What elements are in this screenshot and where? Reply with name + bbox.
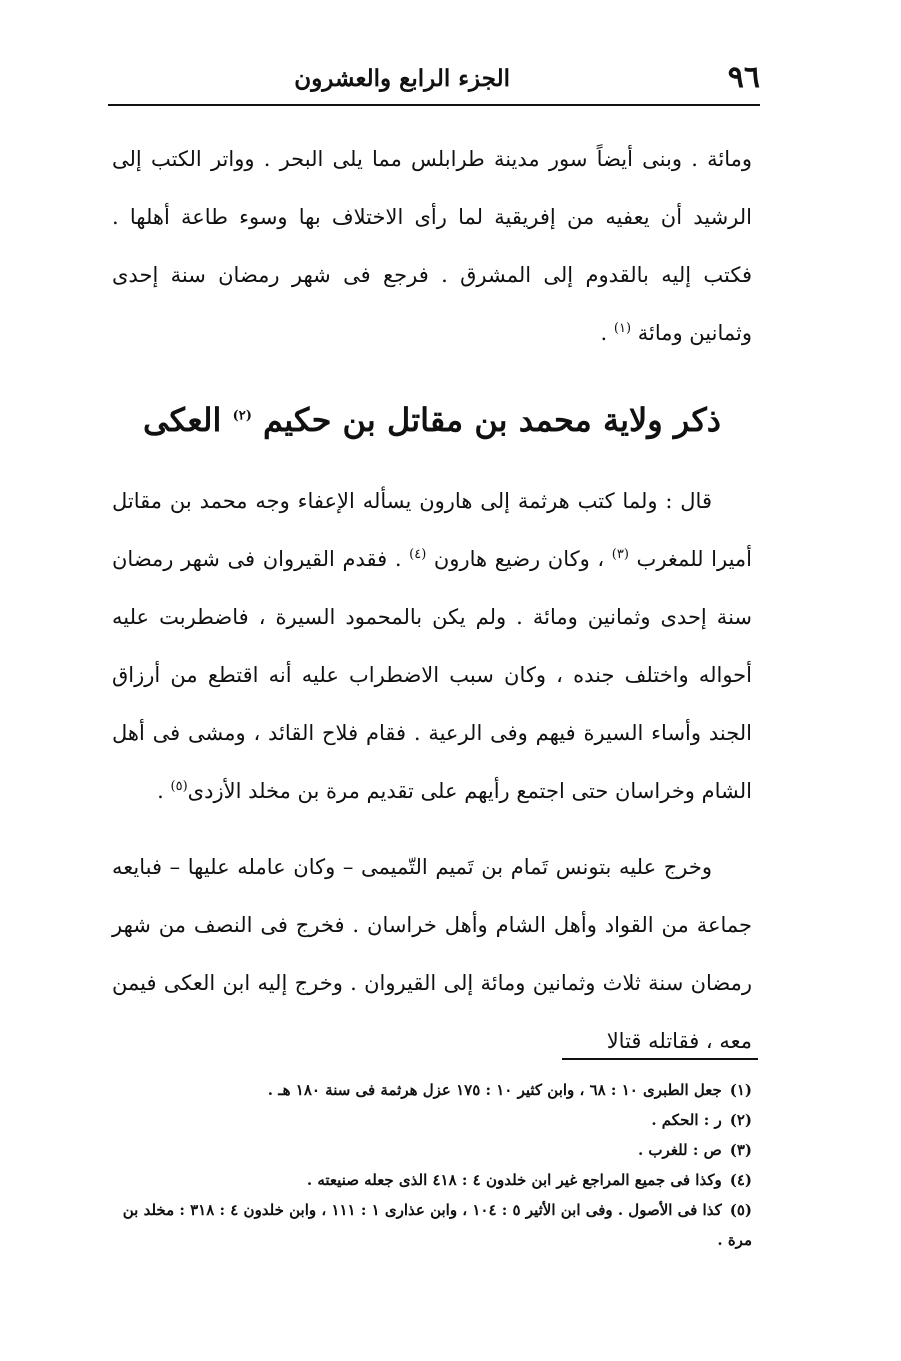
section-heading [112, 392, 752, 448]
section-heading-text: ذكر ولاية محمد بن مقاتل بن حكيم [263, 401, 721, 439]
paragraph-2 [112, 472, 752, 820]
footnote-ref-4[interactable]: (٤) [409, 547, 427, 562]
page-number: ٩٦ [727, 60, 760, 95]
footnote-mark: (٣) [729, 1141, 752, 1159]
footnote-ref-5[interactable]: (٥) [170, 779, 188, 794]
footnote-text: وكذا فى جميع المراجع غير ابن خلدون ٤ : ٤١٨ الذى جعله صنيعته . [306, 1171, 722, 1189]
footnote-item [120, 1195, 752, 1255]
footnote-text: ص : للغرب . [637, 1141, 722, 1159]
footnote-item [120, 1075, 752, 1105]
section-heading-text-end: العكى [143, 401, 233, 439]
paragraph-2-text-2: ، وكان رضيع هارون [426, 547, 612, 571]
footnote-item [120, 1105, 752, 1135]
paragraph-3 [112, 838, 752, 1070]
paragraph-1-text: ومائة . وبنى أيضاً سور مدينة طرابلس مما يلى البحر . وواتر الكتب إلى الرشيد أن يعفيه من إفريقية لما رأى الاختلاف بها وسوء طاعة أهلها . فكتب إليه بالقدوم إلى المشرق . فرجع فى شهر رمضان سنة إحدى وثمانين ومائة [112, 147, 752, 345]
header-divider [108, 104, 760, 106]
footnote-text: ر : الحكم . [651, 1111, 722, 1129]
footnote-mark: (٢) [729, 1111, 752, 1129]
paragraph-1-end: . [600, 321, 614, 345]
paragraph-2-text-3: . فقدم القيروان فى شهر رمضان سنة إحدى وثمانين ومائة . ولم يكن بالمحمود السيرة ، فاضطربت عليه أحواله واختلف جنده ، وكان سبب الاضطراب عليه أنه اقتطع من أرزاق الجند وأساء السيرة فيهم وفى الرعية . فقام فلاح القائد ، ومشى فى أهل الشام وخراسان حتى اجتمع رأيهم على تقديم مرة بن مخلد الأزدى [112, 547, 752, 803]
footnote-ref-2[interactable]: (٢) [232, 408, 252, 424]
paragraph-1 [112, 130, 752, 362]
footnote-ref-1[interactable]: (١) [613, 321, 632, 336]
footnotes-list [120, 1075, 752, 1255]
page-header [108, 58, 760, 106]
footnote-text: كذا فى الأصول . وفى ابن الأثير ٥ : ١٠٤ ، وابن عذارى ١ : ١١١ ، وابن خلدون ٤ : ٣١٨ : مخلد بن مرة . [122, 1201, 752, 1249]
footnote-mark: (١) [729, 1081, 752, 1099]
paragraph-3-text: وخرج عليه بتونس تَمام بن تَميم التّميمى – وكان عامله عليها – فبايعه جماعة من القواد وأهل الشام وأهل خراسان . فخرج فى النصف من شهر رمضان سنة ثلاث وثمانين ومائة إلى القيروان . وخرج إليه ابن العكى فيمن معه ، فقاتله قتالا [112, 855, 752, 1053]
footnote-mark: (٤) [729, 1171, 752, 1189]
running-title: الجزء الرابع والعشرون [294, 65, 510, 92]
footnote-item [120, 1165, 752, 1195]
footnote-ref-3[interactable]: (٣) [611, 547, 629, 562]
footnote-mark: (٥) [729, 1201, 752, 1219]
footnote-divider [562, 1058, 758, 1060]
paragraph-2-text-1: قال : ولما كتب هرثمة إلى هارون يسأله الإعفاء وجه محمد بن مقاتل أميرا للمغرب [112, 489, 753, 571]
footnote-item [120, 1135, 752, 1165]
paragraph-2-text-4: . [157, 779, 171, 803]
footnote-text: جعل الطبرى ١٠ : ٦٨ ، وابن كثير ١٠ : ١٧٥ عزل هرثمة فى سنة ١٨٠ هـ . [267, 1081, 722, 1099]
